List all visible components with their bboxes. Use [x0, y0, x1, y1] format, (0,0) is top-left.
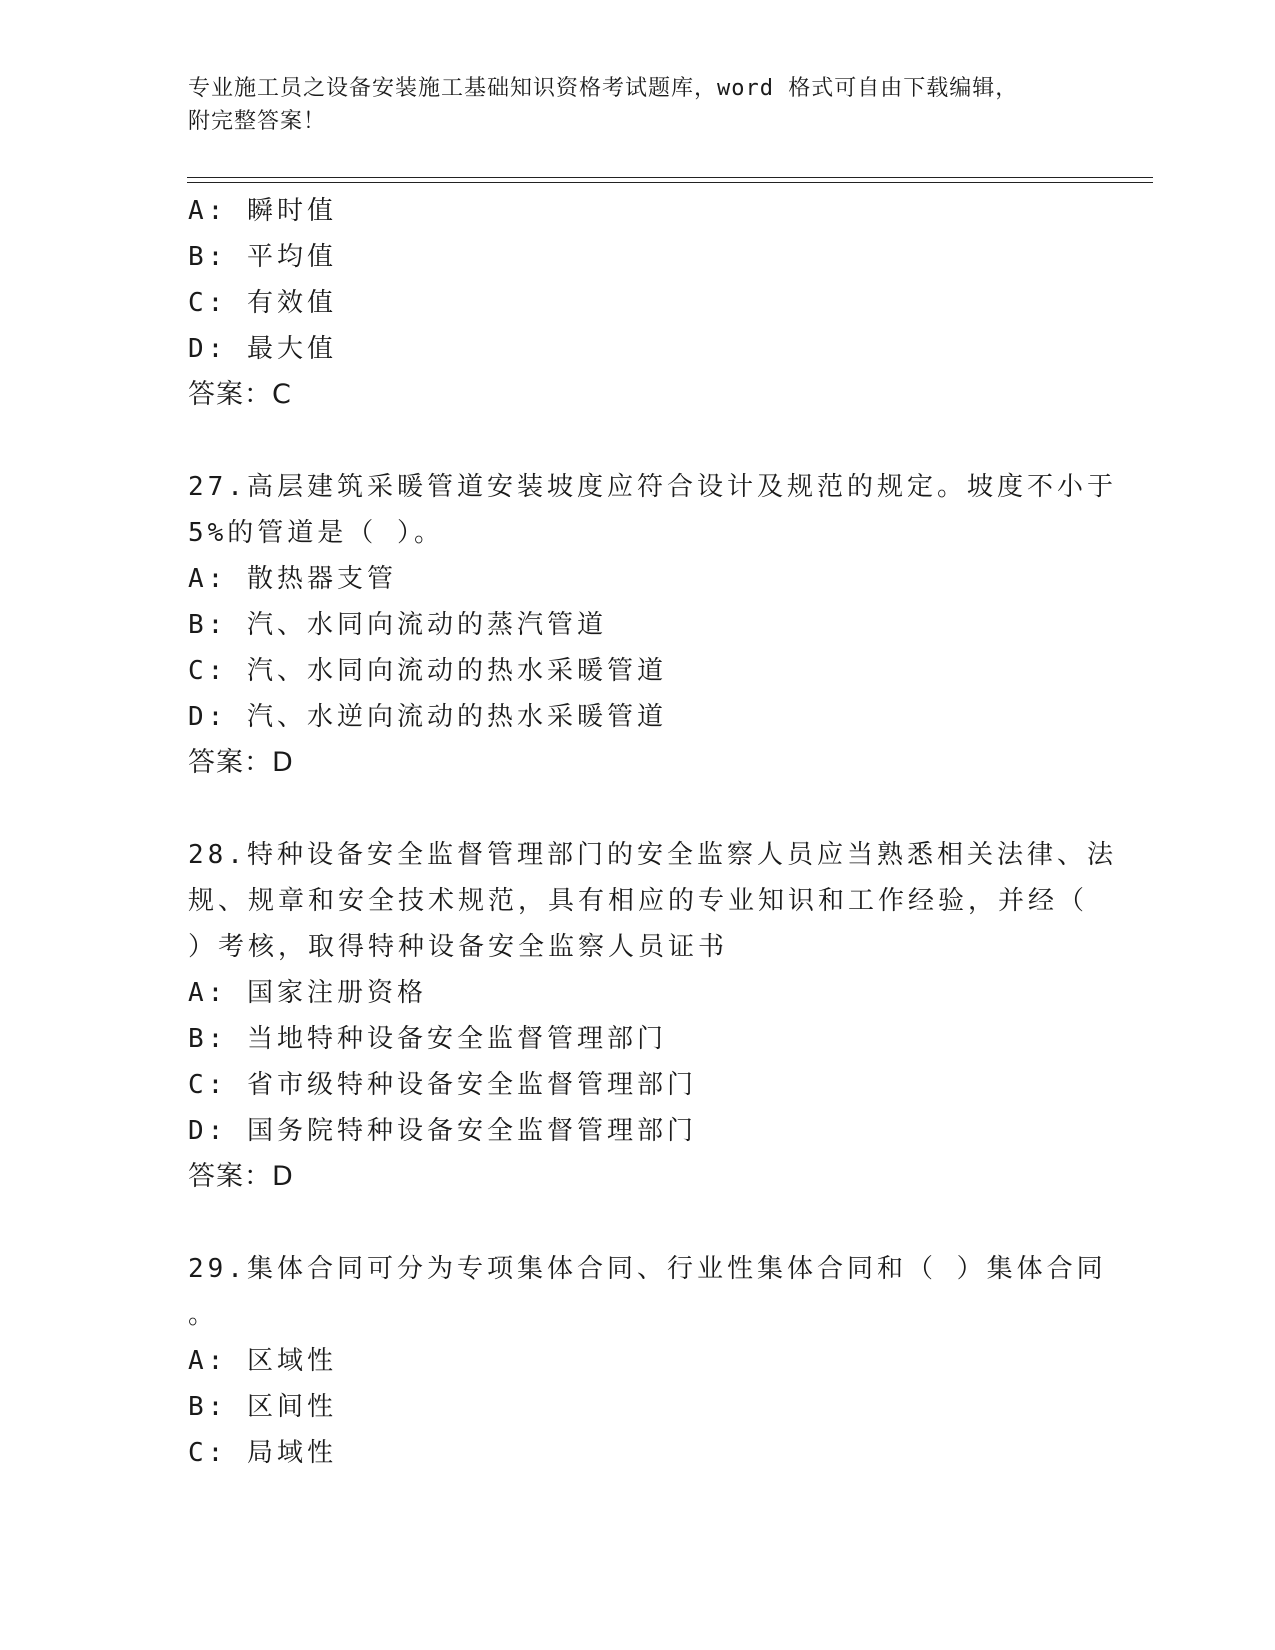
question-text-line: 规、规章和安全技术规范，具有相应的专业知识和工作经验，并经（	[188, 886, 1089, 916]
question-29	[188, 1246, 1107, 1476]
option-a: A: 国家注册资格	[188, 978, 427, 1008]
header-rule-top	[187, 177, 1153, 178]
option-b: B: 当地特种设备安全监督管理部门	[188, 1024, 667, 1054]
question-text-line: 27.高层建筑采暖管道安装坡度应符合设计及规范的规定。坡度不小于	[188, 472, 1117, 502]
option-c: C: 汽、水同向流动的热水采暖管道	[188, 656, 667, 686]
question-text-line: 。	[188, 1300, 219, 1330]
option-d: D: 国务院特种设备安全监督管理部门	[188, 1116, 697, 1146]
question-text	[188, 1246, 1107, 1338]
option-c: C: 省市级特种设备安全监督管理部门	[188, 1070, 697, 1100]
option-a: A: 区域性	[188, 1346, 337, 1376]
question-28	[188, 832, 1117, 1200]
header-line-2: 附完整答案！	[188, 109, 327, 134]
question-text	[188, 464, 1117, 556]
option-a: A: 散热器支管	[188, 564, 397, 594]
header-rule-bottom	[187, 182, 1153, 183]
question-text-line: ）考核，取得特种设备安全监察人员证书	[188, 932, 729, 962]
answer: 答案：C	[188, 379, 292, 410]
document-header	[188, 72, 1068, 138]
answer: 答案：D	[188, 747, 294, 778]
option-c: C: 局域性	[188, 1438, 337, 1468]
option-b: B: 区间性	[188, 1392, 337, 1422]
question-list	[188, 188, 1117, 1476]
option-d: D: 汽、水逆向流动的热水采暖管道	[188, 702, 667, 732]
option-c: C: 有效值	[188, 288, 337, 318]
question-26	[188, 188, 1088, 418]
option-b: B: 汽、水同向流动的蒸汽管道	[188, 610, 607, 640]
question-text-line: 5%的管道是（ ）。	[188, 518, 444, 548]
option-d: D: 最大值	[188, 334, 337, 364]
question-text-line: 28.特种设备安全监督管理部门的安全监察人员应当熟悉相关法律、法	[188, 840, 1117, 870]
header-line-1: 专业施工员之设备安装施工基础知识资格考试题库，word 格式可自由下载编辑，	[188, 76, 1019, 101]
question-text	[188, 832, 1117, 970]
option-b: B: 平均值	[188, 242, 337, 272]
question-text-line: 29.集体合同可分为专项集体合同、行业性集体合同和（ ）集体合同	[188, 1254, 1107, 1284]
answer: 答案：D	[188, 1161, 294, 1192]
question-27	[188, 464, 1117, 786]
option-a: A: 瞬时值	[188, 196, 337, 226]
